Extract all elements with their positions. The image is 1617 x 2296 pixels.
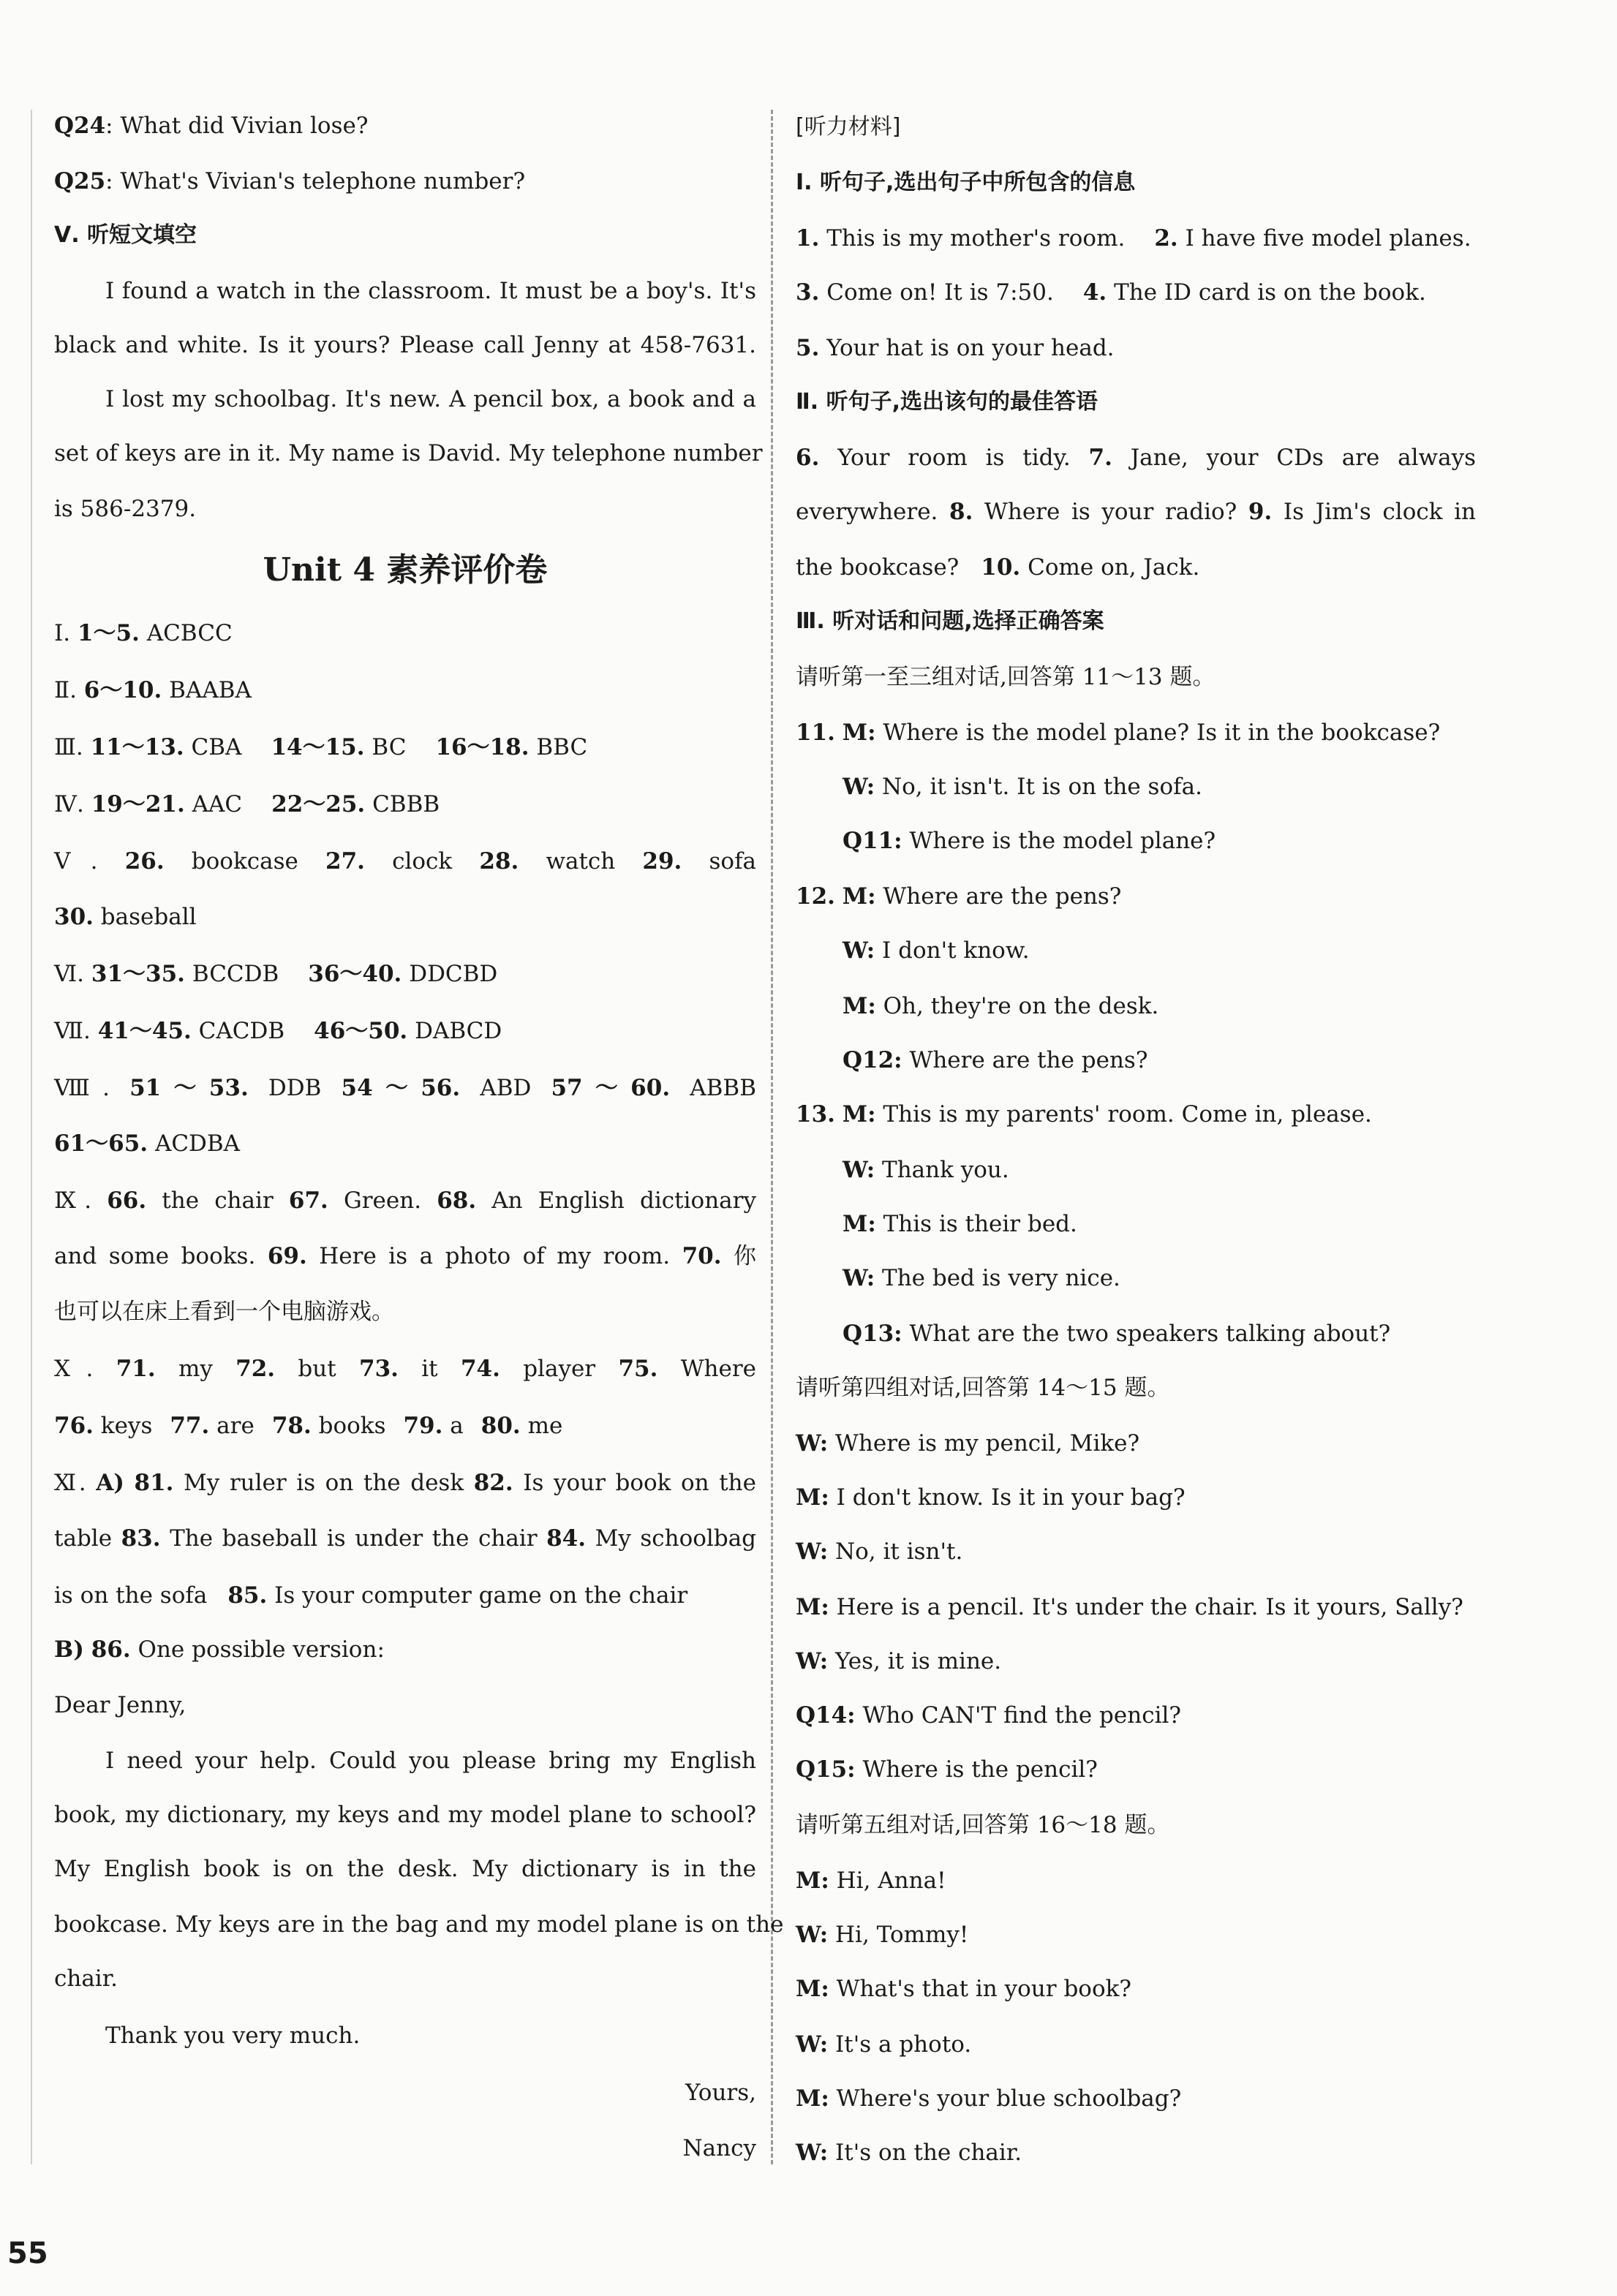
answer-row-11-line-1: Ⅺ. A) 81. My ruler is on the desk 82. Is your book on the: [54, 1470, 756, 1496]
answer-row-10-line-1: Ⅹ. 71. my 72. but 73. it 74. player 75. Where: [54, 1356, 757, 1382]
listening-section-3-heading: Ⅲ. 听对话和问题,选择正确答案: [796, 608, 1104, 634]
answer-row-10-line-2: 76. keys 77. are 78. books 79. a 80. me: [54, 1413, 563, 1439]
answer-row-2: Ⅱ. 6～10. BAABA: [54, 677, 252, 703]
dialogue-line: W: It's on the chair.: [796, 2140, 1022, 2166]
answer-row-3: Ⅲ. 11～13. CBA 14～15. BC 16～18. BBC: [54, 734, 588, 760]
answer-row-9-line-2: and some books. 69. Here is a photo of my room. 70. 你: [54, 1243, 757, 1269]
dialogue-line: M: Hi, Anna!: [796, 1868, 946, 1894]
s1-line-3: 5. Your hat is on your head.: [796, 335, 1115, 361]
letter-line-1: I need your help. Could you please bring my English: [105, 1748, 756, 1774]
dialogue-line: M: Where's your blue schoolbag?: [796, 2085, 1182, 2112]
section-5-heading: Ⅴ. 听短文填空: [54, 222, 197, 248]
letter-line-2: book, my dictionary, my keys and my model plane to school?: [54, 1802, 756, 1828]
listening-section-1-heading: Ⅰ. 听句子,选出句子中所包含的信息: [796, 170, 1136, 195]
s1-line-2: 3. Come on! It is 7:50. 4. The ID card is on the book.: [796, 279, 1426, 306]
answer-row-7: Ⅶ. 41～45. CACDB 46～50. DABCD: [54, 1018, 502, 1044]
answer-row-11-line-3: is on the sofa 85. Is your computer game on the chair: [54, 1582, 688, 1609]
passage-1-line-1: I found a watch in the classroom. It must be a boy's. It's: [105, 278, 756, 304]
letter-line-3: My English book is on the desk. My dictionary is in the: [54, 1856, 756, 1882]
answer-row-6: Ⅵ. 31～35. BCCDB 36～40. DDCBD: [54, 961, 498, 987]
passage-2-line-1: I lost my schoolbag. It's new. A pencil box, a book and a: [105, 386, 756, 412]
listening-material-heading: [听力材料]: [796, 114, 901, 140]
answer-row-4: Ⅳ. 19～21. AAC 22～25. CBBB: [54, 791, 440, 817]
dialogue-line: W: Yes, it is mine.: [796, 1648, 1002, 1674]
dialogue-line: W: Hi, Tommy!: [796, 1922, 969, 1948]
q24-line: Q24: What did Vivian lose?: [54, 113, 369, 139]
dialogue-line: Q12: Where are the pens?: [843, 1047, 1148, 1073]
s1-line-1: 1. This is my mother's room. 2. I have five model planes.: [796, 225, 1471, 252]
binding-margin-line: [31, 110, 32, 2164]
answer-row-8b: 61～65. ACDBA: [54, 1130, 241, 1157]
letter-greeting: Dear Jenny,: [54, 1692, 186, 1718]
letter-line-5: chair.: [54, 1965, 118, 1992]
passage-1-line-2: black and white. Is it yours? Please call Jenny at 458-7631.: [54, 332, 756, 358]
answer-row-11-line-2: table 83. The baseball is under the chair 84. My schoolbag: [54, 1525, 757, 1552]
s2-line-3: the bookcase? 10. Come on, Jack.: [796, 554, 1200, 581]
dialogue-line: Q13: What are the two speakers talking about?: [843, 1321, 1391, 1347]
s3-intro-3: 请听第五组对话,回答第 16～18 题。: [796, 1812, 1170, 1838]
answer-row-8: Ⅷ. 51～53. DDB 54～56. ABD 57～60. ABBB: [54, 1075, 756, 1101]
dialogue-line: M: Oh, they're on the desk.: [843, 993, 1159, 1019]
unit-title: Unit 4 素养评价卷: [263, 551, 548, 589]
s3-intro-1: 请听第一至三组对话,回答第 11～13 题。: [796, 664, 1215, 690]
letter-line-4: bookcase. My keys are in the bag and my model plane is on the: [54, 1911, 784, 1938]
dialogue-line: 13. M: This is my parents' room. Come in, please.: [796, 1101, 1372, 1128]
dialogue-line: M: Here is a pencil. It's under the chair. Is it yours, Sally?: [796, 1594, 1463, 1620]
answer-row-1: Ⅰ. 1～5. ACBCC: [54, 620, 233, 646]
answer-row-11-line-4: B) 86. One possible version:: [54, 1636, 385, 1663]
passage-2-line-3: is 586-2379.: [54, 496, 197, 522]
letter-signature: Nancy: [682, 2135, 756, 2161]
listening-section-2-heading: Ⅱ. 听句子,选出该句的最佳答语: [796, 389, 1098, 415]
column-divider: [771, 110, 773, 2164]
s2-line-1: 6. Your room is tidy. 7. Jane, your CDs are always: [796, 445, 1476, 471]
passage-2-line-2: set of keys are in it. My name is David. My telephone number: [54, 440, 763, 467]
s2-line-2: everywhere. 8. Where is your radio? 9. Is Jim's clock in: [796, 499, 1476, 525]
dialogue-line: W: It's a photo.: [796, 2031, 972, 2058]
dialogue-line: 12. M: Where are the pens?: [796, 883, 1122, 910]
letter-closing: Yours,: [685, 2080, 756, 2106]
answer-row-9-line-1: Ⅸ. 66. the chair 67. Green. 68. An English dictionary: [54, 1187, 756, 1214]
dialogue-line: W: Where is my pencil, Mike?: [796, 1430, 1140, 1457]
dialogue-line: 11. M: Where is the model plane? Is it in the bookcase?: [796, 720, 1441, 746]
dialogue-line: W: Thank you.: [843, 1157, 1009, 1183]
answer-row-5: Ⅴ. 26. bookcase 27. clock 28. watch 29. sofa: [54, 848, 757, 875]
dialogue-line: W: I don't know.: [843, 937, 1030, 964]
answer-row-9-line-3: 也可以在床上看到一个电脑游戏。: [54, 1299, 394, 1325]
answer-row-5b: 30. baseball: [54, 904, 197, 930]
dialogue-line: W: The bed is very nice.: [843, 1265, 1120, 1291]
dialogue-line: W: No, it isn't.: [796, 1538, 963, 1565]
dialogue-line: Q11: Where is the model plane?: [843, 828, 1216, 854]
s3-intro-2: 请听第四组对话,回答第 14～15 题。: [796, 1375, 1170, 1401]
dialogue-line: M: This is their bed.: [843, 1211, 1077, 1237]
dialogue-line: Q15: Where is the pencil?: [796, 1756, 1098, 1783]
dialogue-line: M: What's that in your book?: [796, 1976, 1132, 2002]
q25-line: Q25: What's Vivian's telephone number?: [54, 168, 526, 195]
dialogue-line: W: No, it isn't. It is on the sofa.: [843, 774, 1202, 800]
letter-thanks: Thank you very much.: [105, 2023, 361, 2049]
page-number: 55: [7, 2237, 48, 2270]
dialogue-line: M: I don't know. Is it in your bag?: [796, 1484, 1186, 1511]
dialogue-line: Q14: Who CAN'T find the pencil?: [796, 1702, 1182, 1729]
